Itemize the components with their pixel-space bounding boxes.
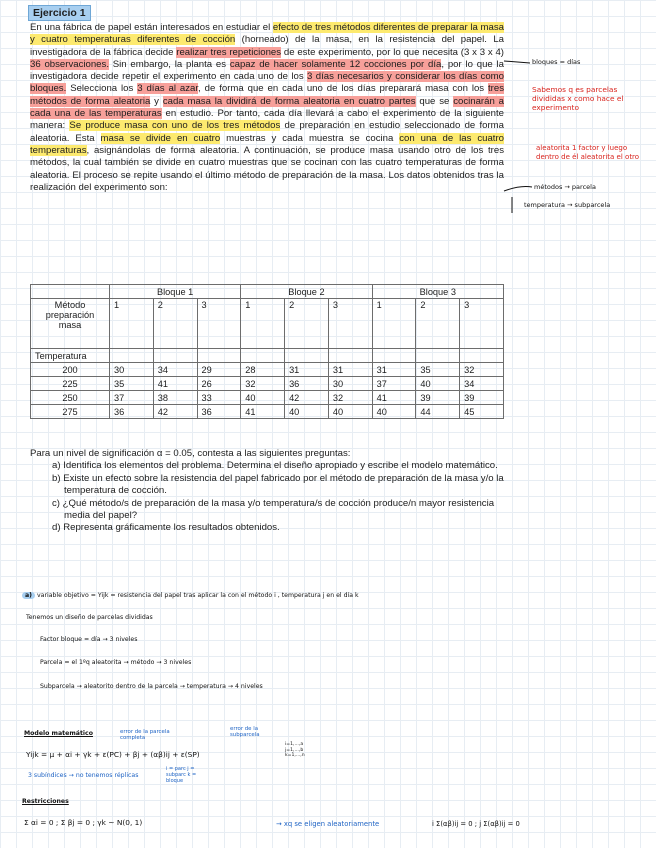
value-cell: 36 (197, 405, 241, 419)
exercise-title: Ejercicio 1 (28, 5, 91, 21)
annotation-brackets (500, 55, 540, 215)
highlighted-text: Se produce masa con uno de los tres métodos (69, 120, 281, 132)
model-title: Modelo matemático (24, 730, 93, 737)
value-cell: 31 (372, 363, 416, 377)
statement-text: de este experimento, por lo que necesita (3 x 3 x 4) (281, 46, 504, 58)
value-cell: 40 (241, 391, 285, 405)
highlighted-text: 3 días al azar (137, 83, 199, 95)
statement-text: , de forma que en cada uno de los días preparará masa con los (198, 83, 488, 95)
value-cell: 44 (416, 405, 460, 419)
statement-text: , por lo que la investigadora decide repetir el experimento en cada uno de los (30, 58, 504, 83)
model-equation: Yijk = μ + αi + γk + ε(PC) + βj + (αβ)ij + ε(SP) (26, 750, 200, 759)
temperature-cell: 250 (31, 391, 110, 405)
data-table (30, 284, 504, 419)
indices-note: i=1,...,a j=1,...,b k=1,...,n (285, 742, 305, 759)
table-row (31, 391, 504, 405)
highlighted-text: cocinarán a cada una de las temperaturas (30, 95, 504, 120)
subindices-legend: i = parc j = subparc k = bloque (166, 766, 197, 784)
statement-text: Sin embargo, la planta es (108, 58, 230, 70)
value-cell: 37 (110, 391, 154, 405)
value-cell: 40 (328, 405, 372, 419)
method-cell: 3 (197, 299, 241, 349)
value-cell: 35 (416, 363, 460, 377)
value-cell: 39 (416, 391, 460, 405)
value-cell: 32 (328, 391, 372, 405)
statement-text: en estudio. Por tanto, cada día llevará a cabo el experimento de la siguiente manera: (30, 108, 504, 132)
value-cell: 35 (110, 377, 154, 391)
highlighted-text: efecto de tres métodos diferentes de preparar la masa y cuatro temperaturas diferentes de cocción (30, 22, 504, 46)
value-cell: 33 (197, 391, 241, 405)
subindices-note: 3 subíndices → no tenemos réplicas (28, 772, 139, 779)
factor-bloque-line: Factor bloque = día → 3 niveles (40, 636, 138, 643)
method-cell: 3 (328, 299, 372, 349)
value-cell: 29 (197, 363, 241, 377)
highlighted-text: realizar tres repeticiones (176, 46, 282, 58)
value-cell: 32 (241, 377, 285, 391)
value-cell: 36 (110, 405, 154, 419)
value-cell: 41 (241, 405, 285, 419)
value-cell: 30 (110, 363, 154, 377)
value-cell: 40 (285, 405, 329, 419)
statement-text: Selecciona los (66, 83, 138, 95)
value-cell: 32 (460, 363, 504, 377)
value-cell: 40 (372, 405, 416, 419)
temperature-label: Temperatura (31, 349, 110, 363)
statement-text: , asignándolas de forma aleatoria. A continuación, se produce masa usando otro de los tres métodos, la cual también se divide en cuatro muestras que se cocinan con las cuatro temperaturas de forma aleatoria. El proceso se repite usando el último método de preparación de la masa. Los datos obtenidos tras la realización del experimento son: (30, 144, 504, 193)
questions-intro: Para un nivel de significación α = 0.05, contesta a las siguientes preguntas: (30, 448, 351, 459)
value-cell: 38 (153, 391, 197, 405)
parcela-line: Parcela = el 1ºq aleatorita → método → 3 niveles (40, 659, 192, 666)
value-cell: 39 (460, 391, 504, 405)
value-cell: 34 (460, 377, 504, 391)
answer-a-badge: a) (22, 592, 35, 599)
question-b: b) Existe un efecto sobre la resistencia del papel fabricado por el método de preparación de la masa y/o la temperatura de cocción. (52, 472, 504, 497)
statement-text: que se (415, 95, 454, 107)
table-body (31, 363, 504, 419)
temperature-cell: 200 (31, 363, 110, 377)
highlighted-text: tres métodos de forma aleatoria (30, 83, 504, 107)
highlighted-text: cada masa la dividirá de forma aleatoria en cuatro partes (162, 95, 416, 107)
note-temperatura: temperatura → subparcela (524, 201, 611, 209)
note-metodos: métodos → parcela (534, 183, 596, 191)
highlighted-text: 3 días necesarios y considerar los días como bloques. (30, 71, 504, 95)
block-header: Bloque 1 (110, 285, 241, 299)
value-cell: 30 (328, 377, 372, 391)
highlighted-text: capaz de hacer solamente 12 cocciones por día (229, 58, 442, 70)
table-row (31, 363, 504, 377)
questions (30, 448, 510, 535)
method-cell: 2 (285, 299, 329, 349)
table-row (31, 405, 504, 419)
question-d: d) Representa gráficamente los resultados obtenidos. (52, 522, 280, 534)
restrictions-note: → xq se eligen aleatoriamente (276, 820, 380, 828)
value-cell: 42 (285, 391, 329, 405)
value-cell: 40 (416, 377, 460, 391)
value-cell: 42 (153, 405, 197, 419)
highlighted-text: con una de las cuatro temperaturas (30, 132, 504, 156)
value-cell: 26 (197, 377, 241, 391)
statement-text: En una fábrica de papel están interesados en estudiar el (30, 22, 273, 33)
error-subparcela-note: error de la subparcela (230, 726, 260, 738)
value-cell: 31 (285, 363, 329, 377)
temperature-cell: 275 (31, 405, 110, 419)
method-cell: 1 (372, 299, 416, 349)
note-bloques: bloques = días (532, 58, 581, 66)
answer-a-text: variable objetivo = Yijk = resistencia del papel tras aplicar la con el método i , temperatura j en el día k (36, 592, 359, 599)
value-cell: 37 (372, 377, 416, 391)
statement-text: de preparación en estudio seleccionado de forma aleatoria. Esta (30, 120, 504, 144)
note-aleatorita: aleatorita 1 factor y luego dentro de él aleatorita el otro (536, 144, 640, 161)
value-cell: 36 (285, 377, 329, 391)
highlighted-text: masa se divide en cuatro (100, 132, 221, 144)
value-cell: 45 (460, 405, 504, 419)
answer-a-line (22, 592, 359, 599)
method-cell: 2 (153, 299, 197, 349)
error-parcela-note: error de la parcela completa (120, 729, 170, 741)
method-cell: 1 (241, 299, 285, 349)
method-cell: 2 (416, 299, 460, 349)
value-cell: 41 (372, 391, 416, 405)
statement-text: y (150, 95, 163, 107)
restrictions-title: Restricciones (22, 798, 69, 805)
method-label: Método preparación masa (31, 299, 110, 349)
question-a: a) Identifica los elementos del problema. Determina el diseño apropiado y escribe el modelo matemático. (52, 460, 498, 472)
block-header: Bloque 2 (241, 285, 372, 299)
block-header: Bloque 3 (372, 285, 503, 299)
value-cell: 34 (153, 363, 197, 377)
statement-text: (horneado) de la masa, en la resistencia del papel. La investigadora de la fábrica decide (30, 34, 504, 58)
note-sabemos: Sabemos q es parcelas divididas x como hace el experimento (532, 85, 624, 112)
problem-statement (30, 22, 504, 194)
statement-text: muestras y cada muestra se cocina (220, 132, 400, 144)
value-cell: 28 (241, 363, 285, 377)
table-row (31, 377, 504, 391)
design-line: Tenemos un diseño de parcelas divididas (26, 614, 153, 621)
question-c: c) ¿Qué método/s de preparación de la masa y/o temperatura/s de cocción produce/n mayor resistencia media del papel? (52, 497, 495, 522)
value-cell: 31 (328, 363, 372, 377)
restrictions-2: i Σ(αβ)ij = 0 ; j Σ(αβ)ij = 0 (432, 820, 520, 828)
method-cell: 1 (110, 299, 154, 349)
subparcela-line: Subparcela → aleatorito dentro de la parcela → temperatura → 4 niveles (40, 683, 263, 690)
temperature-cell: 225 (31, 377, 110, 391)
highlighted-text: 36 observaciones. (30, 58, 109, 70)
restrictions-1: Σ αi = 0 ; Σ βj = 0 ; γk ~ N(0, 1) (24, 818, 143, 827)
value-cell: 41 (153, 377, 197, 391)
method-cell: 3 (460, 299, 504, 349)
